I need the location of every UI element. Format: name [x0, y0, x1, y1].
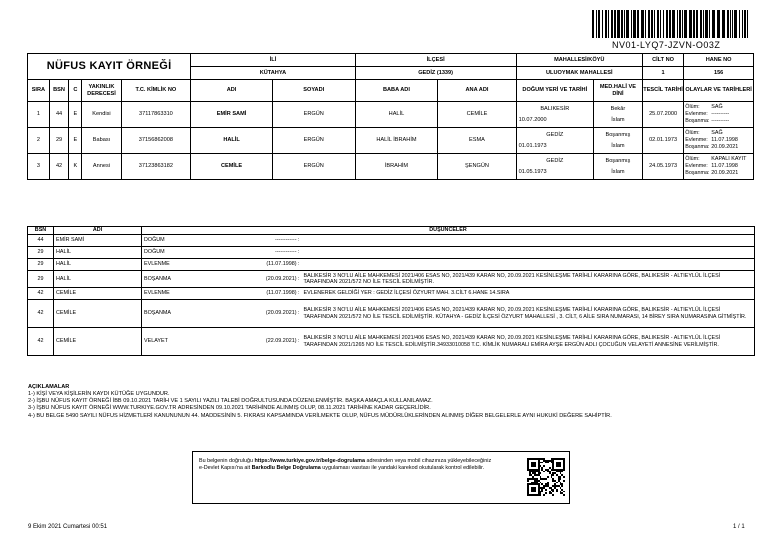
evlenme-label: Evlenme: [685, 111, 708, 118]
dus-adi-cell: EMİR SAMİ [54, 235, 142, 247]
person-row [28, 128, 754, 154]
il-value: KÜTAHYA [191, 67, 355, 80]
il-header: İLİ [191, 54, 355, 67]
hane-header: HANE NO [684, 54, 754, 67]
verification-box [192, 451, 570, 504]
olum-label: Ölüm: [685, 130, 700, 137]
barcode [592, 10, 754, 38]
dusunce-row [28, 247, 755, 259]
bsn-cell: 29 [49, 128, 69, 154]
dus-col-adi: ADI [54, 227, 142, 235]
yakinlik-cell: Kendisi [82, 102, 121, 128]
qr-code-icon [527, 458, 565, 496]
dogum-tarihi: 01.05.1973 [518, 168, 547, 175]
dus-tarih-cell: ------------ : [230, 235, 302, 247]
dus-bsn-cell: 29 [28, 247, 54, 259]
mahalle-header: MAHALLESİ/KÖYÜ [516, 54, 642, 67]
tc-cell: 37117863310 [121, 102, 191, 128]
verify-app-name: Barkodlu Belge Doğrulama [251, 465, 321, 472]
adi-cell: CEMİLE [191, 154, 273, 180]
verify-text-2: adresinden veya mobil cihazınıza yükleyebileceğiniz e-Devlet Kapısı'na ait [199, 458, 492, 472]
dus-olay-cell: VELAYET [142, 328, 230, 356]
olaylar-cell [684, 128, 754, 154]
verify-text-1: Bu belgenin doğruluğu [199, 458, 255, 464]
dus-adi-cell: CEMİLE [54, 328, 142, 356]
col-dogum: DOĞUM YERİ VE TARİHİ [516, 80, 593, 102]
dogum-yeri: BALIKESİR [540, 106, 570, 113]
evlenme-value: ---------- [711, 111, 730, 118]
bosanma-label: Boşanma: [685, 117, 710, 124]
ana-cell: ESMA [438, 128, 516, 154]
dus-adi-cell: HALİL [54, 271, 142, 288]
dus-col-dusunceler: DÜŞÜNCELER [142, 227, 755, 235]
dus-bsn-cell: 42 [28, 300, 54, 328]
dus-olay-cell: DOĞUM [142, 247, 230, 259]
dus-aciklama-cell: BALIKESİR 3 NO'LU AİLE MAHKEMESİ 2021/406 ESAS NO, 2021/439 KARAR NO, 20.09.2021 KESİNLEŞME TARİHLİ KARARINA GÖRE, BALIKESİR - ALTIEYLÜL İLÇESİ TARAFINDAN 2021/572 NO İLE TESCİL EDİLMİŞTİR. KÜTAHYA - GEDİZ İLÇESİ ÖZYURT MAHALLESİ , 3. CİLT, 6 AİLE SIRA NUMARASI, 14 BİREY SIRA NUMARASINA GİTMİŞTİR. [302, 300, 755, 328]
tc-cell: 37123863182 [121, 154, 191, 180]
bosanma-label: Boşanma: [685, 169, 710, 176]
dogum-tarihi: 01.01.1973 [518, 142, 547, 149]
dusunce-row [28, 235, 755, 247]
medeni-hal: Boşanmış [605, 131, 631, 138]
dogum-cell [516, 128, 593, 154]
medeni-hal: Boşanmış [605, 157, 631, 164]
baba-cell: HALİL İBRAHİM [355, 128, 438, 154]
page-title: NÜFUS KAYIT ÖRNEĞİ [28, 54, 191, 80]
ilce-value: GEDİZ (1339) [355, 67, 516, 80]
notes-section [28, 384, 755, 420]
tescil-cell: 24.05.1973 [642, 154, 683, 180]
dus-tarih-cell: ------------ : [230, 247, 302, 259]
adi-cell: EMİR SAMİ [191, 102, 273, 128]
bosanma-value: 20.09.2021 [711, 169, 739, 176]
sira-cell: 3 [28, 154, 50, 180]
sira-cell: 2 [28, 128, 50, 154]
soyadi-cell: ERGÜN [272, 154, 355, 180]
din: İslam [611, 169, 625, 175]
dogum-yeri: GEDİZ [546, 132, 564, 139]
col-soyadi: SOYADI [272, 80, 355, 102]
adi-cell: HALİL [191, 128, 273, 154]
note-item: 1-) KİŞİ VEYA KİŞİLERİN KAYDI KÜTÜĞE UYGUNDUR. [28, 391, 170, 398]
olaylar-cell [684, 154, 754, 180]
dus-tarih-cell: (11.07.1998) : [230, 259, 302, 271]
yakinlik-cell: Babası [82, 128, 121, 154]
dus-bsn-cell: 42 [28, 328, 54, 356]
olum-label: Ölüm: [685, 104, 700, 111]
document-code: NV01-LYQ7-JZVN-O03Z [612, 40, 721, 50]
dogum-yeri: GEDİZ [546, 158, 564, 165]
col-sira: SIRA [28, 80, 50, 102]
cilt-header: CİLT NO [642, 54, 683, 67]
verification-text [199, 458, 497, 472]
dus-bsn-cell: 44 [28, 235, 54, 247]
dus-adi-cell: CEMİLE [54, 288, 142, 300]
olum-value: SAĞ [711, 130, 723, 137]
dus-adi-cell: HALİL [54, 247, 142, 259]
bosanma-label: Boşanma: [685, 143, 710, 150]
dus-olay-cell: EVLENME [142, 288, 230, 300]
dus-olay-cell: EVLENME [142, 259, 230, 271]
c-cell: K [69, 154, 82, 180]
olum-label: Ölüm: [685, 156, 700, 163]
col-yakinlik: YAKINLIK DERECESİ [82, 80, 121, 102]
dusunce-row [28, 259, 755, 271]
person-row [28, 154, 754, 180]
col-c: C [69, 80, 82, 102]
medhal-cell [593, 128, 642, 154]
dus-aciklama-cell: BALIKESİR 3 NO'LU AİLE MAHKEMESİ 2021/406 ESAS NO, 2021/439 KARAR NO, 20.09.2021 KESİNLEŞME TARİHLİ KARARINA GÖRE, BALIKESİR - ALTIEYLÜL İLÇESİ TARAFINDAN 2021/1265 NO İLE TESCİL EDİLMİŞTİR.34933010058 T.C. KİMLİK NUMARALI EMİRA AYŞE ERGÜN ADLI ÇOCUĞUN VELAYETİ ANNESİNE VERİLMİŞTİR. [302, 328, 755, 356]
mahalle-value: ULUOYMAK MAHALLESİ [516, 67, 642, 80]
ilce-header: İLÇESİ [355, 54, 516, 67]
footer-date: 9 Ekim 2021 Cumartesi 00:51 [28, 524, 108, 530]
dus-adi-cell: CEMİLE [54, 300, 142, 328]
dusunceler-table [27, 226, 755, 356]
dus-bsn-cell: 29 [28, 271, 54, 288]
dogum-cell [516, 102, 593, 128]
dus-olay-cell: DOĞUM [142, 235, 230, 247]
dus-aciklama-cell: EVLENEREK GELDİĞİ YER : GEDİZ İLÇESİ ÖZYURT MAH. 3.CİLT 6.HANE 14.SIRA [302, 288, 755, 300]
person-row [28, 102, 754, 128]
tescil-cell: 25.07.2000 [642, 102, 683, 128]
medeni-hal: Bekâr [610, 105, 626, 112]
medhal-cell [593, 102, 642, 128]
dusunce-row [28, 300, 755, 328]
evlenme-value: 11.07.1998 [711, 137, 738, 144]
olum-value: KAPALI KAYIT [711, 156, 747, 163]
footer-page: 1 / 1 [733, 524, 745, 530]
dus-tarih-cell: (20.09.2021) : [230, 271, 302, 288]
bosanma-value: 20.09.2021 [711, 143, 739, 150]
note-item: 2-) İŞBU NÜFUS KAYIT ÖRNEĞİ İBB 09.10.2021 TARİH VE 1 SAYILI YAZILI TALEBİ DOĞRULTUSUNDA DÜZENLENMİŞTİR. BAŞKA AMAÇLA KULLANILAMAZ. [28, 398, 433, 405]
din: İslam [611, 117, 625, 123]
dus-tarih-cell: (11.07.1998) : [230, 288, 302, 300]
col-medhal: MED.HALİ VE DİNİ [593, 80, 642, 102]
evlenme-label: Evlenme: [685, 137, 708, 144]
col-bsn: BSN [49, 80, 69, 102]
verify-link[interactable]: https://www.turkiye.gov.tr/belge-dogrulama [254, 458, 365, 464]
dus-adi-cell: HALİL [54, 259, 142, 271]
col-olaylar: OLAYLAR VE TARİHLERİ [684, 80, 754, 102]
evlenme-label: Evlenme: [685, 163, 708, 170]
hane-value: 156 [684, 67, 754, 80]
ana-cell: ŞENGÜN [438, 154, 516, 180]
bsn-cell: 44 [49, 102, 69, 128]
dus-tarih-cell: (20.09.2021) : [230, 300, 302, 328]
dus-tarih-cell: (22.09.2021) : [230, 328, 302, 356]
dusunce-row [28, 271, 755, 288]
medhal-cell [593, 154, 642, 180]
col-baba: BABA ADI [355, 80, 438, 102]
baba-cell: HALİL [355, 102, 438, 128]
c-cell: E [69, 102, 82, 128]
dus-bsn-cell: 42 [28, 288, 54, 300]
yakinlik-cell: Annesi [82, 154, 121, 180]
c-cell: E [69, 128, 82, 154]
evlenme-value: 11.07.1998 [711, 163, 738, 170]
baba-cell: İBRAHİM [355, 154, 438, 180]
note-item: 4-) BU BELGE 5490 SAYILI NÜFUS HİZMETLERİ KANUNUNUN 44. MADDESİNİN 5. FIKRASI KAPSAMINDA VERİLMEKTE OLUP, NÜFUS MÜDÜRLÜKLERİNDEN ALINMIŞ DİĞER BELGELERLE AYNI HUKUKİ DEĞERE SAHİPTİR. [28, 412, 612, 419]
dus-aciklama-cell [302, 235, 755, 247]
dusunce-row [28, 288, 755, 300]
cilt-value: 1 [642, 67, 683, 80]
sira-cell: 1 [28, 102, 50, 128]
col-tc: T.C. KİMLİK NO [121, 80, 191, 102]
din: İslam [611, 143, 625, 149]
note-item: 3-) İŞBU NÜFUS KAYIT ÖRNEĞİ WWW.TURKIYE.GOV.TR ADRESİNDEN 09.10.2021 TARİHİNDE ALINMIŞ OLUP, 08.11.2021 TARİHİNE KADAR GEÇERLİDİR. [28, 405, 431, 412]
soyadi-cell: ERGÜN [272, 102, 355, 128]
tescil-cell: 02.01.1973 [642, 128, 683, 154]
dus-aciklama-cell: BALIKESİR 3 NO'LU AİLE MAHKEMESİ 2021/406 ESAS NO, 2021/439 KARAR NO, 20.09.2021 KESİNLEŞME TARİHLİ KARARINA GÖRE, BALIKESİR - ALTIEYLÜL İLÇESİ TARAFINDAN 2021/572 NO İLE TESCİL EDİLMİŞTİR. [302, 271, 755, 288]
dus-olay-cell: BOŞANMA [142, 300, 230, 328]
dogum-tarihi: 10.07.2000 [518, 116, 547, 123]
soyadi-cell: ERGÜN [272, 128, 355, 154]
person-table [27, 53, 754, 180]
col-ana: ANA ADI [438, 80, 516, 102]
dusunce-row [28, 328, 755, 356]
dus-aciklama-cell [302, 259, 755, 271]
notes-heading: AÇIKLAMALAR [28, 384, 70, 390]
dus-col-bsn: BSN [28, 227, 54, 235]
dus-aciklama-cell [302, 247, 755, 259]
dogum-cell [516, 154, 593, 180]
col-adi: ADI [191, 80, 273, 102]
col-tescil: TESCİL TARİHİ [642, 80, 683, 102]
bosanma-value: ---------- [711, 117, 730, 124]
dus-olay-cell: BOŞANMA [142, 271, 230, 288]
verify-text-3: uygulaması vasıtası ile yandaki karekod okutularak kontrol edilebilir. [320, 465, 485, 472]
dus-bsn-cell: 29 [28, 259, 54, 271]
tc-cell: 37156862008 [121, 128, 191, 154]
olum-value: SAĞ [711, 104, 723, 111]
ana-cell: CEMİLE [438, 102, 516, 128]
bsn-cell: 42 [49, 154, 69, 180]
olaylar-cell [684, 102, 754, 128]
